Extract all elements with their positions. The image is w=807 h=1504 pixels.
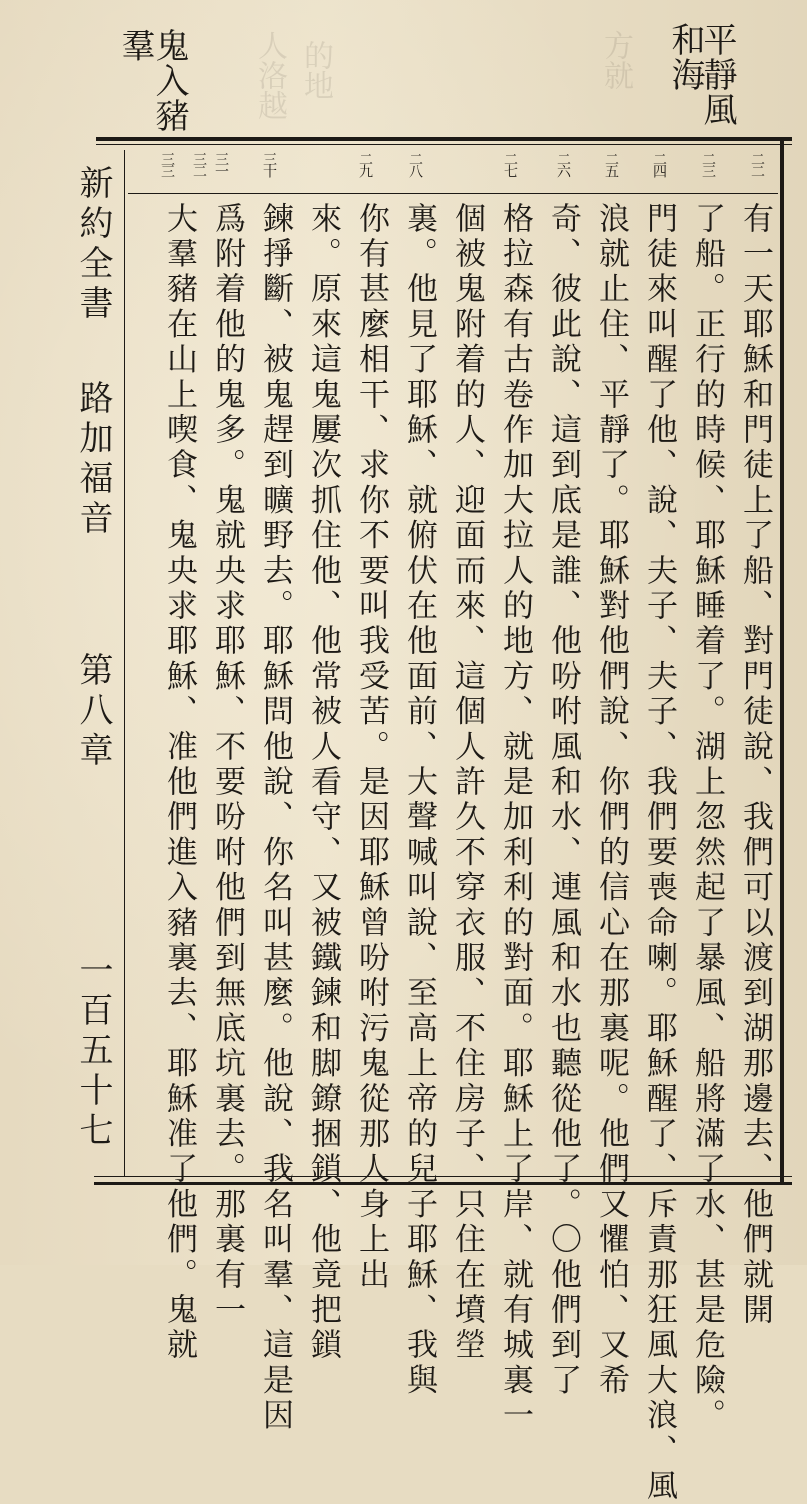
verse-number: 二五 (603, 152, 619, 176)
text-column: 了船。正行的時候、耶穌睡着了。湖上忽然起了暴風、船將滿了水、甚是危險。 (689, 202, 725, 1434)
bottom-rule-thick (94, 1182, 792, 1185)
top-rule-thick (96, 137, 792, 141)
bottom-rule-thin (94, 1176, 792, 1177)
bleed-through-text: 方就 (598, 30, 633, 90)
topic-note-demons-swine: 鬼入豬 (149, 28, 189, 133)
gutter-divider (124, 150, 125, 1176)
topic-note-calm-storm: 平靜風 (697, 22, 737, 127)
verse-number: 二二 (749, 152, 765, 176)
text-column: 格拉森有古卷作加大拉人的地方、就是加利利的對面。耶穌上了岸、就有城裏一 (497, 202, 533, 1434)
text-column: 門徒來叫醒了他、說、夫子、夫子、我們要喪命喇。耶穌醒了、斥責那狂風大浪、風 (641, 202, 677, 1504)
book-title: 新約全書 (73, 165, 113, 325)
verse-number: 三三 (159, 152, 175, 176)
bleed-through-text: 人洛越 (252, 30, 287, 120)
verse-number: 二九 (357, 152, 373, 176)
text-column: 浪就止住、平靜了。耶穌對他們說、你們的信心在那裏呢。他們又懼怕、又希 (593, 202, 629, 1399)
text-column: 個被鬼附着的人、迎面而來、這個人許久不穿衣服、不住房子、只住在墳塋 (449, 202, 485, 1364)
text-column: 大羣豬在山上喫食、鬼央求耶穌、准他們進入豬裏去、耶穌准了他們。鬼就 (161, 202, 197, 1364)
text-column: 鍊掙斷、被鬼趕到曠野去。耶穌問他說、你名叫甚麼。他說、我名叫羣、這是因 (257, 202, 293, 1434)
verse-number: 三一 (213, 152, 229, 176)
verse-number: 二六 (555, 152, 571, 176)
text-column: 爲附着他的鬼多。鬼就央求耶穌、不要吩咐他們到無底坑裏去。那裏有一 (209, 202, 245, 1329)
text-column: 裏。他見了耶穌、就俯伏在他面前、大聲喊叫說、至高上帝的兒子耶穌、我與 (401, 202, 437, 1399)
bleed-through-text: 的地 (298, 40, 333, 100)
right-border (780, 137, 784, 1185)
top-rule-thin (96, 144, 792, 145)
page-number: 一百五十七 (73, 952, 113, 1152)
verse-number: 三十 (261, 152, 277, 176)
verse-number: 二三 (700, 152, 716, 176)
text-column: 來。原來這鬼屢次抓住他、他常被人看守、又被鐵鍊和脚鐐捆鎖、他竟把鎖 (305, 202, 341, 1364)
topic-note-demons-swine: 羣 (115, 28, 155, 63)
topic-note-calm-storm: 和海 (665, 22, 705, 92)
gospel-title: 路加福音 (73, 380, 113, 540)
verse-number: 二七 (502, 152, 518, 176)
text-column: 有一天耶穌和門徒上了船、對門徒說、我們可以渡到湖那邊去、他們就開 (737, 202, 773, 1329)
verse-number: 二四 (651, 152, 667, 176)
text-column: 你有甚麼相干、求你不要叫我受苦。是因耶穌曾吩咐污鬼從那人身上出 (353, 202, 389, 1294)
chapter-label: 第八章 (73, 652, 113, 772)
verse-number: 三二 (191, 152, 207, 176)
verse-row-rule (128, 193, 778, 194)
verse-number: 二八 (407, 152, 423, 176)
text-column: 奇、彼此說、這到底是誰、他吩咐風和水、連風和水也聽從他了。〇他們到了 (545, 202, 581, 1399)
